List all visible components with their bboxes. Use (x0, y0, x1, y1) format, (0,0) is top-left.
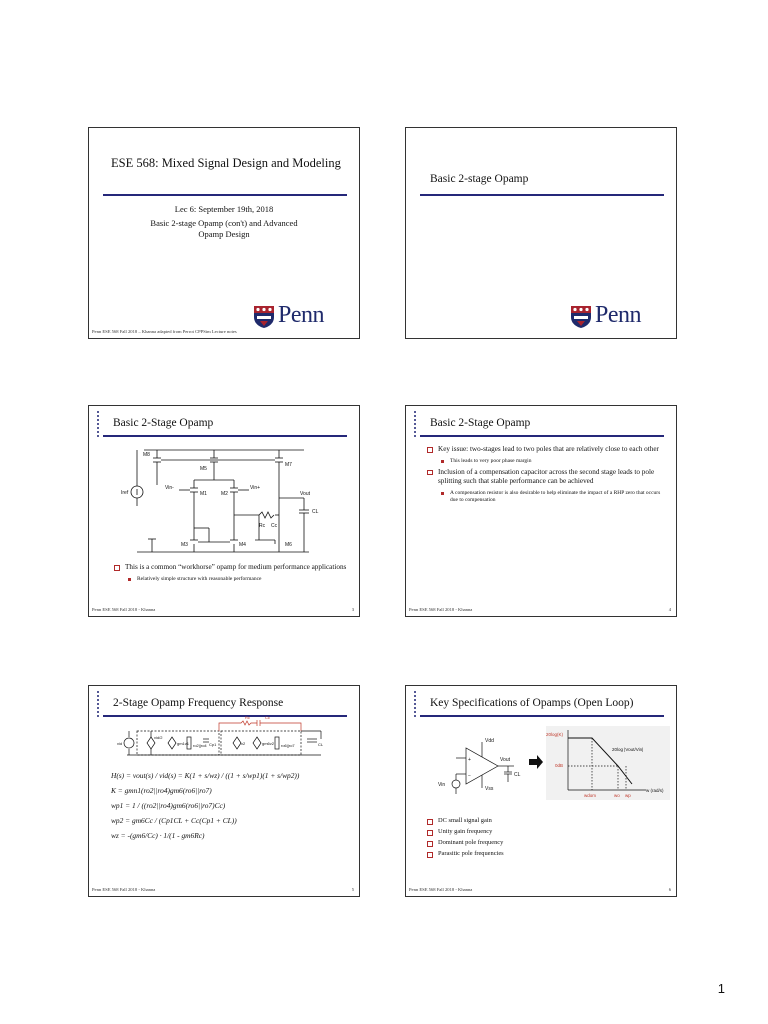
bode-plot-panel (546, 726, 670, 800)
label-0db: 0dB (555, 763, 564, 768)
label-wp: wp (625, 793, 631, 798)
slide-footer: Penn ESE 568 Fall 2018 - Khanna (409, 606, 473, 612)
label-cp1: Cp1 (209, 742, 217, 747)
title-rule (420, 435, 664, 437)
equation-wp1: wp1 = 1 / ((ro2||ro4)gm6(ro6||ro7)Cc) (111, 801, 226, 810)
bullet-list (426, 445, 664, 507)
dotted-accent (97, 690, 99, 718)
title-rule (103, 715, 347, 717)
slide-number: 6 (668, 887, 671, 892)
label-cl: CL (318, 742, 324, 747)
slide-title: Basic 2-Stage Opamp (113, 417, 214, 429)
sub-bullet-item: This leads to very poor phase margin (426, 458, 664, 465)
slide-5 (88, 685, 360, 897)
label-vout: Vout (500, 757, 511, 763)
bode-magnitude-plot (546, 726, 670, 800)
transfer-function-equations (111, 768, 351, 843)
label-vid-half: vid/2 (154, 735, 163, 740)
label-vss: Vss (485, 786, 494, 792)
equation-wp2: wp2 = gm6Cc / (Cp1CL + Cc(Cp1 + CL)) (111, 816, 237, 825)
sub-bullet-item: Relatively simple structure with reasonable performance (113, 576, 353, 583)
penn-wordmark: Penn (278, 302, 324, 328)
label-iref: Iref (121, 490, 129, 496)
slide-title: 2-Stage Opamp Frequency Response (113, 697, 284, 709)
title-rule (103, 194, 347, 196)
label-r2: ro6||ro7 (281, 743, 295, 748)
label-gm: gm1v1 (177, 741, 190, 746)
slide-title: Basic 2-Stage Opamp (430, 417, 531, 429)
lecture-date: Lec 6: September 19th, 2018 (174, 204, 274, 214)
slide-number: 3 (351, 607, 354, 612)
label-rc: Rc (259, 523, 266, 529)
dotted-accent (414, 410, 416, 438)
document-page-number: 1 (717, 981, 725, 996)
label-vin-plus: Vin+ (250, 485, 261, 491)
label-m4: M4 (239, 542, 246, 548)
label-vout: Vout (300, 491, 311, 497)
label-vin-minus: Vin- (165, 485, 174, 491)
title-rule (103, 435, 347, 437)
penn-shield-icon (570, 305, 592, 329)
small-signal-model-diagram (117, 715, 337, 761)
title-rule (420, 715, 664, 717)
label-cl: CL (514, 772, 521, 778)
penn-logo (253, 304, 347, 330)
label-r1: ro2||ro4 (193, 743, 207, 748)
penn-logo (570, 304, 664, 330)
slide-footer: Penn ESE 568 Fall 2018 - Khanna (92, 886, 156, 892)
lecture-topic-line-1: Basic 2-stage Opamp (con't) and Advanced (150, 218, 298, 228)
label-cc: Cc (265, 715, 270, 720)
bullet-list (426, 817, 626, 861)
dotted-accent (414, 690, 416, 718)
sub-bullet-item: A compensation resistor is also desirable to help eliminate the impact of a RHP zero that occurs due to compensation (426, 490, 664, 504)
penn-wordmark: Penn (595, 302, 641, 328)
bullet-item: Inclusion of a compensation capacitor across the second stage leads to pole splitting such that stable performance can be achieved (426, 468, 664, 487)
label-cl: CL (312, 509, 319, 515)
slide-3 (88, 405, 360, 617)
label-v2: v2 (241, 741, 246, 746)
bullet-item: Key issue: two-stages lead to two poles that are relatively close to each other (426, 445, 664, 455)
label-rc: Rc (245, 715, 250, 720)
slide-footer: Penn ESE 568 Fall 2018 - Khanna (409, 886, 473, 892)
svg-text:−: − (468, 773, 471, 779)
bullet-item: This is a common “workhorse” opamp for medium performance applications (113, 563, 353, 573)
label-m3: M3 (181, 542, 188, 548)
bullet-item: DC small signal gain (426, 817, 626, 825)
lecture-topic-line-2: Opamp Design (198, 229, 250, 239)
label-wdom: wdom (584, 793, 597, 798)
slide-number: 4 (668, 607, 671, 612)
slide-number: 5 (351, 887, 354, 892)
label-w-axis: w (rad/s) (646, 788, 664, 793)
slide-title: Basic 2-stage Opamp (430, 173, 529, 185)
label-vin: Vin (438, 782, 446, 788)
label-m2: M2 (221, 491, 228, 497)
slide-title: Key Specifications of Opamps (Open Loop) (430, 697, 634, 709)
label-gm6: gm6v2 (262, 741, 275, 746)
bullet-item: Parasitic pole frequencies (426, 850, 626, 858)
label-wo: wo (614, 793, 620, 798)
arrow-right-icon (528, 754, 544, 770)
label-m8: M8 (143, 452, 150, 458)
slide-title: ESE 568: Mixed Signal Design and Modeling (111, 156, 341, 170)
slide-2 (405, 127, 677, 339)
two-stage-opamp-schematic (119, 440, 339, 558)
slide-footer: Penn ESE 568 Fall 2018 – Khanna adapted from Perrot CPPSim Lecture notes (92, 328, 237, 334)
opamp-symbol-diagram (436, 728, 532, 808)
slide-6 (405, 685, 677, 897)
slide-4 (405, 405, 677, 617)
label-vdd: Vdd (485, 738, 494, 744)
slide-footer: Penn ESE 568 Fall 2018 - Khanna (92, 606, 156, 612)
label-cc: Cc (271, 523, 278, 529)
label-20logk: 20log(K) (546, 732, 564, 737)
label-vid: vid (117, 741, 123, 746)
label-m6: M6 (285, 542, 292, 548)
label-m5: M5 (200, 466, 207, 472)
label-m1: M1 (200, 491, 207, 497)
bullet-item: Dominant pole frequency (426, 839, 626, 847)
equation-hs: H(s) = vout(s) / vid(s) = K(1 + s/wz) / ((1 + s/wp1)(1 + s/wp2)) (111, 771, 300, 780)
equation-wz: wz = -(gm6/Cc) · 1/(1 - gm6Rc) (111, 831, 205, 840)
svg-text:+: + (468, 757, 471, 763)
dotted-accent (97, 410, 99, 438)
label-magnitude-curve: 20log |Vout/Vin| (612, 747, 644, 752)
slide-1 (88, 127, 360, 339)
bullet-list (113, 563, 353, 586)
penn-shield-icon (253, 305, 275, 329)
label-m7: M7 (285, 462, 292, 468)
equation-k: K = gmn1(ro2||ro4)gm6(ro6||ro7) (111, 786, 212, 795)
bullet-item: Unity gain frequency (426, 828, 626, 836)
title-rule (420, 194, 664, 196)
